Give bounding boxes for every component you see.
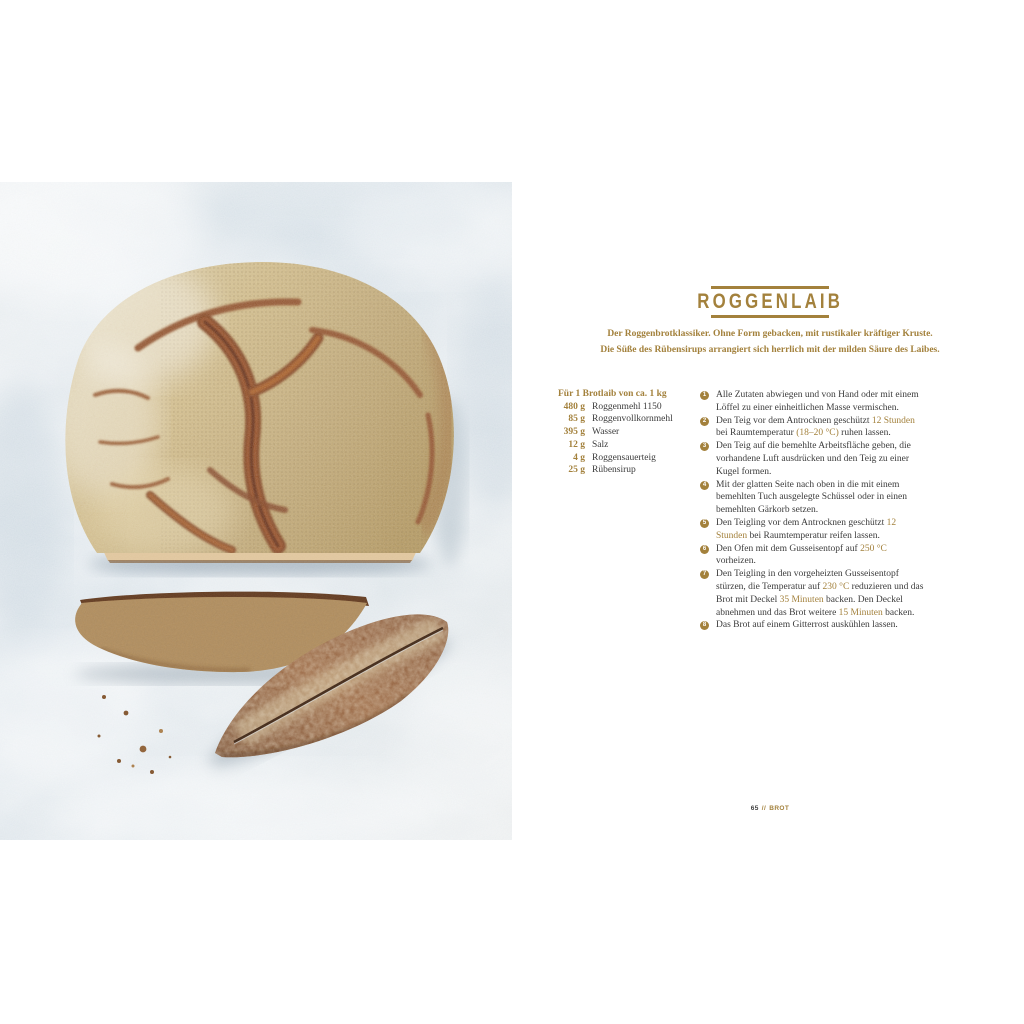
ingredient-quantity: 395 g bbox=[563, 427, 585, 438]
footer-section-label: BROT bbox=[769, 805, 790, 812]
ingredient-list bbox=[558, 401, 698, 477]
ingredient-name: Roggenvollkornmehl bbox=[592, 414, 673, 425]
step-highlight-value: 12 Stunden bbox=[871, 415, 915, 426]
recipe-step bbox=[700, 415, 928, 441]
step-number-badge: 1 bbox=[700, 391, 709, 400]
ingredient-name: Roggenmehl 1150 bbox=[592, 401, 662, 412]
page-footer bbox=[516, 805, 1024, 812]
title-rule-bottom bbox=[711, 315, 829, 318]
subtitle-line-2: Die Süße des Rübensirups arrangiert sich herrlich mit der milden Säure des Laibes. bbox=[600, 345, 940, 355]
recipe-step bbox=[700, 619, 928, 632]
step-highlight-value: 250 °C bbox=[860, 543, 887, 554]
step-number-badge: 3 bbox=[700, 442, 709, 451]
ingredient-quantity: 480 g bbox=[563, 401, 585, 412]
subtitle-line-1: Der Roggenbrotklassiker. Ohne Form gebacken, mit rustikaler kräftiger Kruste. bbox=[607, 329, 933, 339]
recipe-subtitle bbox=[516, 326, 1024, 358]
ingredient-name: Wasser bbox=[592, 427, 620, 438]
ingredient-quantity: 85 g bbox=[568, 414, 585, 425]
step-text: Das Brot auf einem Gitterrost auskühlen lassen. bbox=[716, 620, 898, 631]
ingredient-quantity: 25 g bbox=[568, 465, 585, 476]
step-number-badge: 6 bbox=[700, 545, 709, 554]
footer-separator: // bbox=[761, 805, 767, 812]
recipe-title: ROGGENLAIB bbox=[697, 290, 843, 313]
recipe-step bbox=[700, 517, 928, 543]
step-text: Den Ofen mit dem Gusseisentopf auf 250 °C vorheizen. bbox=[716, 543, 887, 567]
ingredients-section bbox=[558, 388, 698, 477]
page-number: 65 bbox=[750, 805, 759, 812]
step-highlight-value: 15 Minuten bbox=[838, 607, 883, 618]
ingredient-row bbox=[558, 401, 698, 414]
recipe-header bbox=[516, 286, 1024, 318]
step-number-badge: 2 bbox=[700, 417, 709, 426]
step-number-badge: 7 bbox=[700, 570, 709, 579]
ingredient-quantity: 4 g bbox=[573, 452, 585, 463]
step-text: Mit der glatten Seite nach oben in die mit einem bemehlten Tuch ausgelegte Schüssel oder in einen bemehlten Gärkorb setzen. bbox=[716, 479, 908, 516]
step-text: Den Teigling in den vorgeheizten Gusseisentopf stürzen, die Temperatur auf 230 °C reduzieren und das Brot mit Deckel 35 Minuten backen. Den Deckel abnehmen und das Brot weitere 15 Minuten backen. bbox=[716, 569, 924, 618]
ingredient-name: Salz bbox=[592, 439, 609, 450]
step-highlight-value: 230 °C bbox=[822, 581, 850, 592]
steps-list bbox=[700, 389, 928, 632]
ingredient-row bbox=[558, 439, 698, 452]
recipe-step bbox=[700, 389, 928, 415]
ingredient-row bbox=[558, 452, 698, 465]
ingredients-heading: Für 1 Brotlaib von ca. 1 kg bbox=[558, 389, 667, 399]
step-number-badge: 8 bbox=[700, 621, 709, 630]
step-text: Den Teig vor dem Antrocknen geschützt 12 Stunden bei Raumtemperatur (18–20 °C) ruhen lassen. bbox=[716, 415, 915, 439]
step-number-badge: 5 bbox=[700, 519, 709, 528]
ingredient-row bbox=[558, 413, 698, 426]
recipe-step bbox=[700, 543, 928, 569]
step-text: Den Teig auf die bemehlte Arbeitsfläche geben, die vorhandene Luft ausdrücken und den Teig zu einer Kugel formen. bbox=[716, 441, 911, 477]
ingredient-row bbox=[558, 464, 698, 477]
ingredient-quantity: 12 g bbox=[568, 439, 585, 450]
step-highlight-value: (18–20 °C) bbox=[796, 428, 839, 439]
bread-photo bbox=[0, 182, 512, 840]
step-number-badge: 4 bbox=[700, 481, 709, 490]
step-text: Alle Zutaten abwiegen und von Hand oder mit einem Löffel zu einer einheitlichen Masse vermischen. bbox=[716, 390, 919, 413]
recipe-step bbox=[700, 568, 928, 619]
recipe-page bbox=[516, 0, 1024, 1024]
ingredient-name: Rübensirup bbox=[592, 465, 636, 476]
step-highlight-value: 12 Stunden bbox=[716, 517, 897, 541]
step-highlight-value: 35 Minuten bbox=[779, 594, 824, 605]
ingredient-row bbox=[558, 426, 698, 439]
ingredient-name: Roggensauerteig bbox=[592, 452, 656, 463]
recipe-step bbox=[700, 440, 928, 478]
recipe-step bbox=[700, 479, 928, 517]
step-text: Den Teigling vor dem Antrocknen geschützt 12 Stunden bei Raumtemperatur reifen lassen. bbox=[716, 517, 897, 541]
